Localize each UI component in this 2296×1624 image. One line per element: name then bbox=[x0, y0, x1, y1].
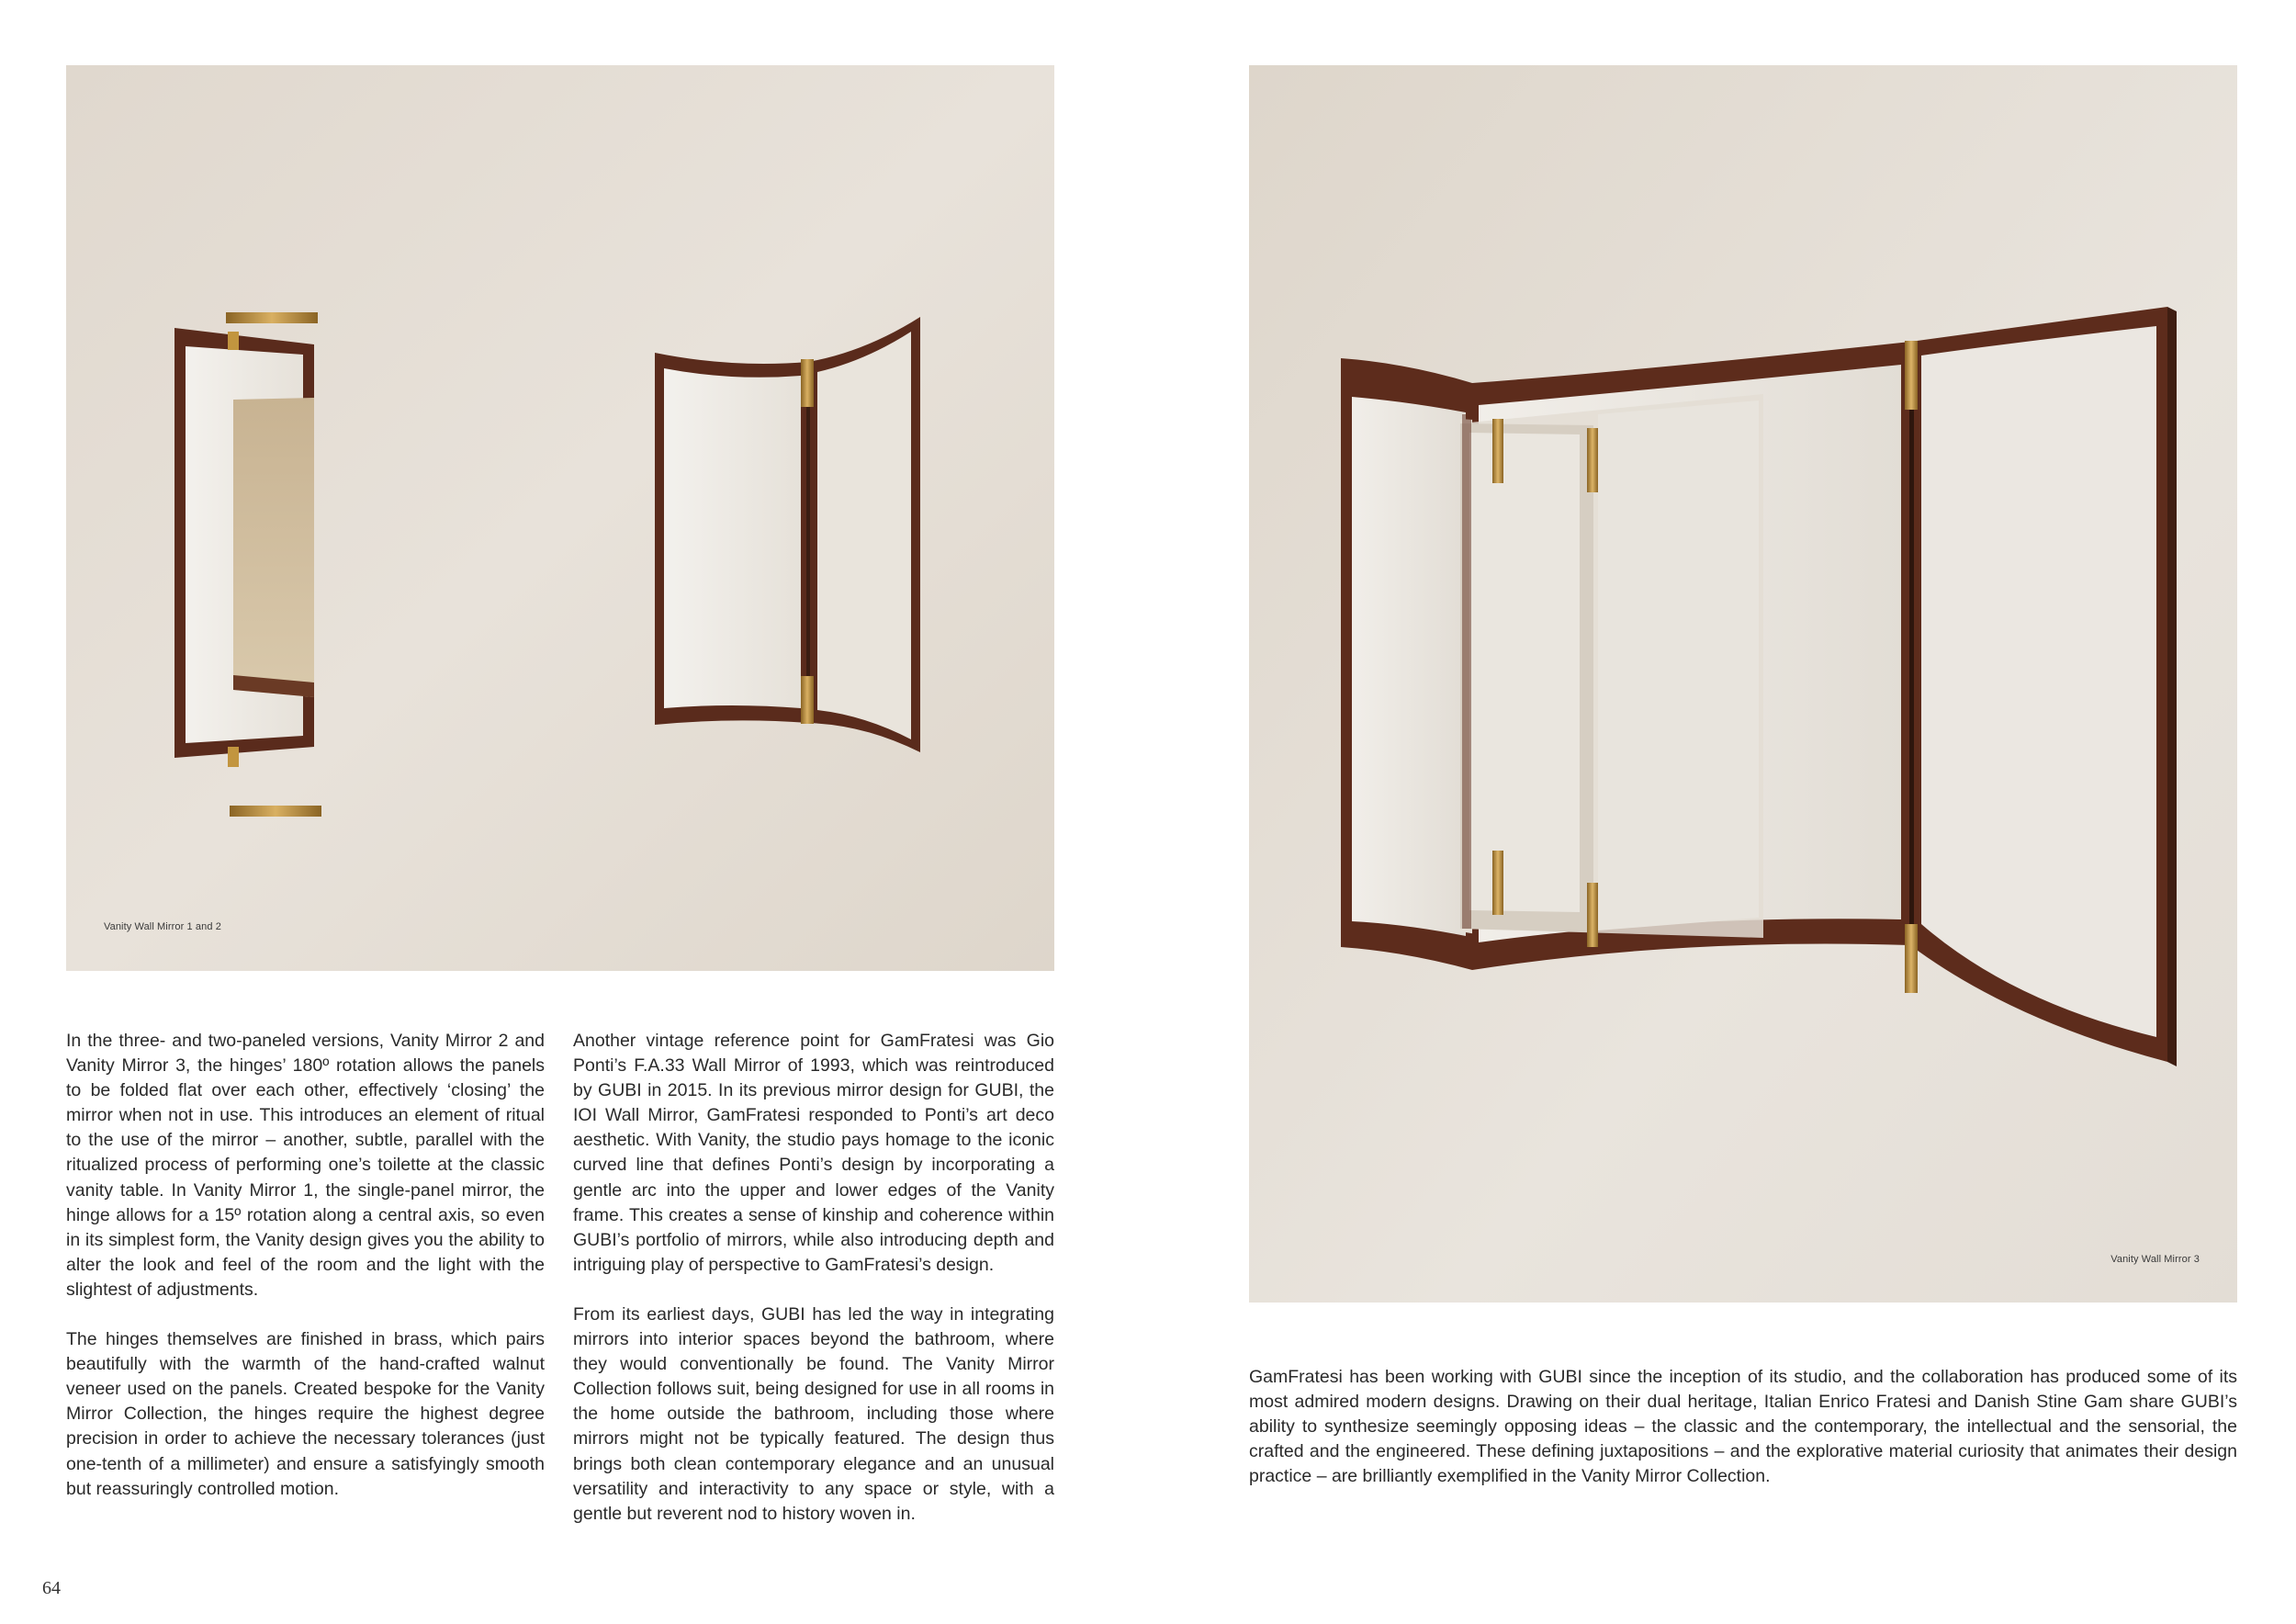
photo-caption: Vanity Wall Mirror 1 and 2 bbox=[104, 921, 221, 932]
paragraph: Another vintage reference point for GamFratesi was Gio Ponti’s F.A.33 Wall Mirror of 1993, which was reintroduced by GUBI in 2015. In its previous mirror design for GUBI, the IOI Wall Mirror, GamFratesi responded to Ponti’s art deco aesthetic. With Vanity, the studio pays homage to the iconic curved line that defines Ponti’s design by incorporating a gentle arc into the upper and lower edges of the Vanity frame. This creates a sense of kinship and coherence within GUBI’s portfolio of mirrors, while also introducing depth and intriguing play of perspective to GamFratesi’s design. bbox=[573, 1031, 1054, 1275]
vanity-mirror-1 bbox=[174, 312, 321, 817]
photo-vanity-wall-mirror-3 bbox=[1249, 65, 2237, 1303]
text-column-2 bbox=[573, 1029, 1054, 1551]
paragraph: GamFratesi has been working with GUBI since the inception of its studio, and the collaboration has produced some of its most admired modern designs. Drawing on their dual heritage, Italian Enrico Fratesi and Danish Stine Gam share GUBI’s ability to synthesize seemingly opposing ideas – the classic and the contemporary, the intellectual and the sensorial, the crafted and the engineered. These defining juxtapositions – and the explorative material curiosity that animates their design practice – are brilliantly exemplified in the Vanity Mirror Collection. bbox=[1249, 1367, 2237, 1487]
text-column-1 bbox=[66, 1029, 545, 1527]
text-column-right bbox=[1249, 1365, 2237, 1514]
vanity-mirror-1-and-2-illustration bbox=[66, 65, 1054, 971]
paragraph: From its earliest days, GUBI has led the way in integrating mirrors into interior spaces beyond the bathroom, where they would conventionally be found. The Vanity Mirror Collection follows suit, being designed for use in all rooms in the home outside the bathroom, including those where mirrors might not be typically featured. The design thus brings both clean contemporary elegance and an unusual versatility and interactivity to any space or style, with a gentle but reverent nod to history woven in. bbox=[573, 1303, 1054, 1524]
paragraph: The hinges themselves are finished in brass, which pairs beautifully with the warmth of the hand-crafted walnut veneer used on the panels. Created bespoke for the Vanity Mirror Collection, the hinges require the highest degree precision in order to achieve the necessary tolerances (just one-tenth of a millimeter) and ensure a satisfyingly smooth but reassuringly controlled motion. bbox=[66, 1329, 545, 1499]
vanity-mirror-3-illustration bbox=[1249, 65, 2237, 1303]
photo-caption: Vanity Wall Mirror 3 bbox=[2110, 1254, 2200, 1265]
photo-vanity-wall-mirror-1-and-2 bbox=[66, 65, 1054, 971]
vanity-mirror-2 bbox=[655, 317, 920, 752]
paragraph: In the three- and two-paneled versions, Vanity Mirror 2 and Vanity Mirror 3, the hinges’ 180º rotation allows the panels to be folded flat over each other, effectively ‘closing’ the mirror when not in use. This introduces an element of ritual to the use of the mirror – another, subtle, parallel with the ritualized process of performing one’s toilette at the classic vanity table. In Vanity Mirror 1, the single-panel mirror, the hinge allows for a 15º rotation along a central axis, so even in its simplest form, the Vanity design gives you the ability to alter the look and feel of the room and the light with the slightest of adjustments. bbox=[66, 1031, 545, 1300]
page-number: 64 bbox=[42, 1578, 61, 1598]
